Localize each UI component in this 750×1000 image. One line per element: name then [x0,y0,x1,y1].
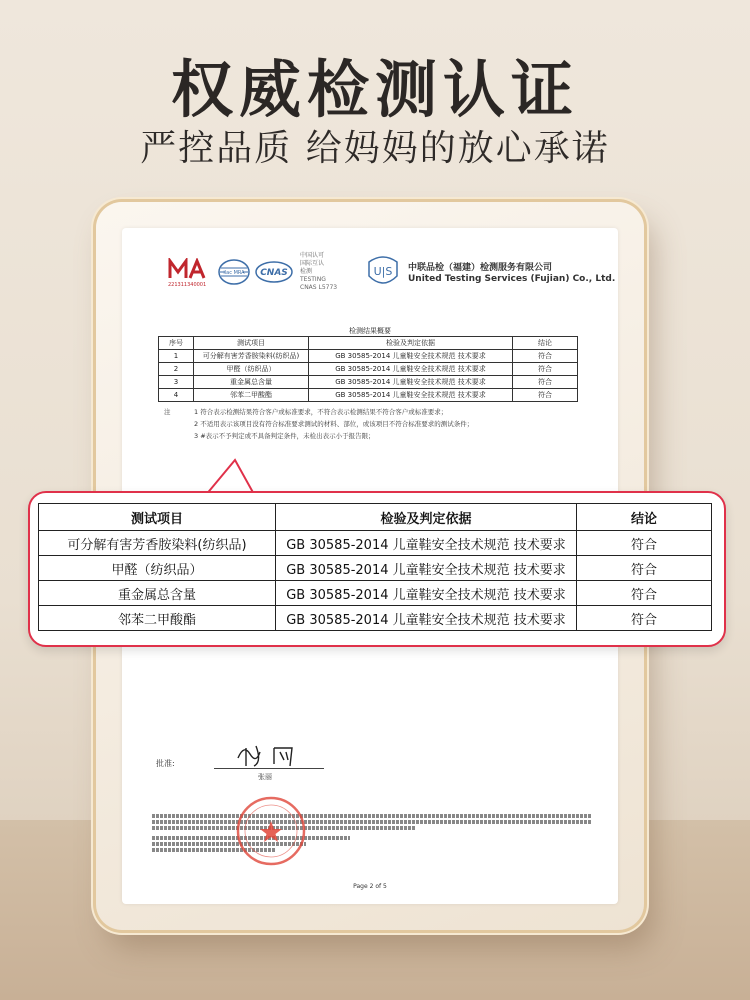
table-cell: GB 30585-2014 儿童鞋安全技术规范 技术要求 [276,556,577,581]
fine-print-line [152,814,592,818]
cnas-line: TESTING [300,276,326,283]
note-line: 3 #表示不予判定或不具备判定条件，未检出表示小于报告限； [194,432,375,440]
table-cell: 邻苯二甲酸酯 [39,606,276,631]
handwritten-signature [232,738,312,772]
ilac-mra-logo-icon [218,258,250,286]
note-line: 2 不适用表示该项目没有符合标准要求测试的材料、部位，或该项目不符合标准要求的测试条件； [194,420,474,428]
table-cell: 符合 [513,363,578,376]
table-cell: GB 30585-2014 儿童鞋安全技术规范 技术要求 [309,376,513,389]
table-cell: 3 [159,376,194,389]
cma-logo-icon [168,258,208,280]
cnas-line: CNAS L5773 [300,284,338,291]
table-cell: 1 [159,350,194,363]
headline: 权威检测认证 [170,53,579,126]
table-header-row [159,337,578,350]
table-row [159,376,578,389]
table-row [39,531,712,556]
note-line: 1 符合表示检测结果符合客户或标准要求，不符合表示检测结果不符合客户或标准要求； [194,408,448,416]
uts-logo-icon [366,254,400,290]
table-cell: 符合 [513,350,578,363]
notes-body [194,406,473,442]
table-cell: 重金属总含量 [39,581,276,606]
table-cell: GB 30585-2014 儿童鞋安全技术规范 技术要求 [309,363,513,376]
table-cell: 甲醛（纺织品） [39,556,276,581]
table-cell: 符合 [577,531,712,556]
svg-text:U|S: U|S [373,265,393,278]
table-cell: 符合 [513,376,578,389]
subheadline: 严控品质 给妈妈的放心承诺 [140,128,610,169]
table-row [39,606,712,631]
lab-name-cn: 中联品检（福建）检测服务有限公司 [408,263,553,273]
table-cell: 4 [159,389,194,402]
table-row [39,556,712,581]
lab-name-en: United Testing Services (Fujian) Co., Ltd. [408,274,616,284]
table-cell: 符合 [513,389,578,402]
approver-name: 张丽 [258,773,272,781]
cnas-line: 中国认可 [300,252,325,259]
table-cell: 符合 [577,606,712,631]
header-cell: 检验及判定依据 [309,337,513,350]
svg-text:ilac MRA: ilac MRA [223,270,245,276]
table-cell: 可分解有害芳香胺染料(纺织品) [194,350,309,363]
header-cell: 结论 [577,504,712,531]
table-cell: GB 30585-2014 儿童鞋安全技术规范 技术要求 [309,389,513,402]
table-cell: 符合 [577,581,712,606]
signature-line [214,768,324,769]
header-cell: 测试项目 [39,504,276,531]
report-fine-print [152,812,592,854]
header-cell: 测试项目 [194,337,309,350]
header-cell: 检验及判定依据 [276,504,577,531]
summary-table [158,336,578,402]
table-cell: 重金属总含量 [194,376,309,389]
official-seal-icon [234,794,308,868]
cma-number: 221311340001 [168,282,207,288]
cnas-logo-icon [254,260,294,284]
table-row [159,350,578,363]
table-row [159,389,578,402]
svg-text:CNAS: CNAS [260,268,288,278]
approval-label: 批准: [156,759,175,768]
fine-print-line [152,820,592,824]
table-cell: GB 30585-2014 儿童鞋安全技术规范 技术要求 [309,350,513,363]
summary-title: 检测结果概要 [349,327,391,335]
table-cell: GB 30585-2014 儿童鞋安全技术规范 技术要求 [276,606,577,631]
table-row [39,581,712,606]
cnas-line: 检测 [300,268,313,275]
page-number: Page 2 of 5 [353,883,387,890]
header-cell: 序号 [159,337,194,350]
table-cell: GB 30585-2014 儿童鞋安全技术规范 技术要求 [276,581,577,606]
report-logos [168,252,616,294]
zoomed-results-table [38,503,712,631]
table-cell: 2 [159,363,194,376]
table-cell: 符合 [577,556,712,581]
table-cell: 甲醛（纺织品） [194,363,309,376]
table-header-row [39,504,712,531]
table-row [159,363,578,376]
table-cell: 邻苯二甲酸酯 [194,389,309,402]
table-cell: GB 30585-2014 儿童鞋安全技术规范 技术要求 [276,531,577,556]
header-cell: 结论 [513,337,578,350]
notes-label: 注 [164,408,171,416]
cnas-accreditation-text [300,252,360,292]
cnas-line: 国际互认 [300,260,325,267]
table-cell: 可分解有害芳香胺染料(纺织品) [39,531,276,556]
